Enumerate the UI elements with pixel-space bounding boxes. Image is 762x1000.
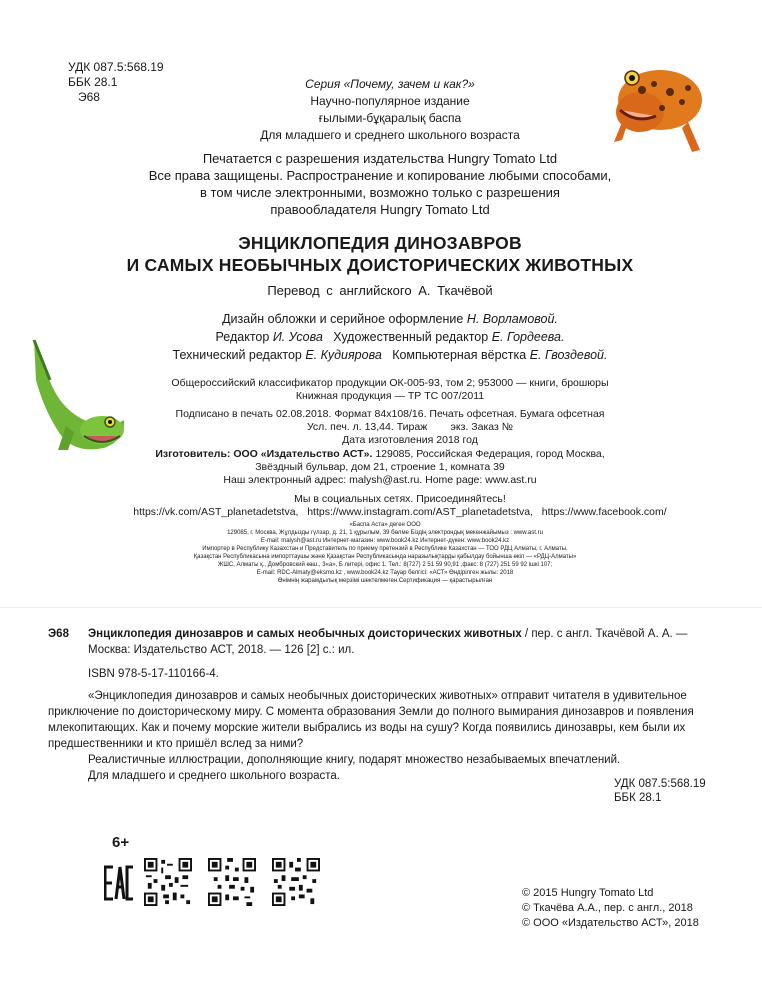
design-label: Дизайн обложки и серийное оформление: [222, 312, 464, 326]
bib-line-1: [48, 626, 728, 642]
kz-line: E-mail: malysh@ast.ru Интернет-магазин: www.book24.kz Интернет-дүкен: www.book24.kz: [260, 538, 510, 544]
manufacturer-address-1: 129085, Российская Федерация, город Москва,: [375, 448, 605, 460]
kz-line: 129085, г. Москва, Жұлдызды гүлзар, д. 21, 1 құрылым, 39 бөлме Біздің электрондық мекенжайымыз : www.ast.ru: [227, 530, 543, 536]
editor-name: И. Усова: [272, 330, 323, 344]
eac-mark-icon: [104, 863, 134, 903]
manufacturer-line-1: [150, 448, 610, 461]
audience: Для младшего и среднего школьного возраста: [260, 128, 520, 142]
tech-editor-label: Технический редактор: [172, 348, 302, 362]
bbk-code-bottom: ББК 28.1: [614, 792, 662, 804]
classification-bottom: [614, 777, 706, 805]
bib-line-2: Москва: Издательство АСТ, 2018. — 126 [2] с.: ил.: [88, 644, 355, 656]
edition-type-kz: ғылыми-бұқаралық баспа: [318, 111, 462, 125]
annotation-paragraph-1: «Энциклопедия динозавров и самых необычных доисторических животных» отправит читателя в удивительное приключение по доисторическому миру. С момента образования Земли до полного вымирания динозавров и появления млекопитающих. Как и почему морские жители выбрались из воды на сушу? Когда появились динозавры, кем были их предшественники и кто пришёл вслед за ними?: [48, 690, 694, 750]
printing-block: [140, 408, 640, 447]
title-line-1: ЭНЦИКЛОПЕДИЯ ДИНОЗАВРОВ: [238, 233, 522, 253]
editor-label: Редактор: [215, 330, 270, 344]
isbn: ISBN 978-5-17-110166-4.: [88, 668, 219, 680]
rights-line: правообладателя Hungry Tomato Ltd: [270, 202, 490, 217]
series-name: Серия «Почему, зачем и как?»: [305, 77, 475, 91]
social-heading: Мы в социальных сетях. Присоединяйтесь!: [294, 493, 506, 505]
copyright-block: [522, 886, 699, 931]
printing-line-3: Дата изготовления 2018 год: [342, 434, 478, 446]
art-editor-label: Художественный редактор: [333, 330, 489, 344]
qr-code-icon: [208, 858, 256, 906]
kz-info-block: [170, 521, 600, 585]
orange-reptile-illustration: [592, 50, 712, 162]
udk-code: УДК 087.5:568.19: [68, 60, 164, 74]
okp-block: [140, 377, 640, 403]
rights-block: [120, 150, 640, 218]
copyright-line: © ООО «Издательство АСТ», 2018: [522, 917, 699, 929]
printing-line-1: Подписано в печать 02.08.2018. Формат 84x108/16. Печать офсетная. Бумага офсетная: [175, 408, 605, 420]
bbk-code: ББК 28.1: [68, 75, 118, 89]
book-title: [60, 232, 700, 276]
kz-line: Өнімнің жарамдылық мерзімі шектелмеген.Сертификация — қарастырылған: [277, 578, 493, 584]
author-mark: Э68: [78, 90, 100, 104]
edition-type-ru: Научно-популярное издание: [310, 94, 470, 108]
copyright-line: © Ткачёва А.А., пер. с англ., 2018: [522, 902, 693, 914]
classification-top: [68, 60, 164, 105]
title-line-2: И САМЫХ НЕОБЫЧНЫХ ДОИСТОРИЧЕСКИХ ЖИВОТНЫХ: [126, 255, 634, 275]
udk-code-bottom: УДК 087.5:568.19: [614, 778, 706, 790]
kz-line: Импортер в Республику Казахстан и Представитель по приему претензий в Республике Казахстан — ТОО РДЦ Алматы, г. Алматы.: [202, 546, 568, 552]
manufacturer-label: Изготовитель: ООО «Издательство АСТ».: [155, 448, 373, 460]
translation-credit: Перевод с английского А. Ткачёвой: [267, 283, 493, 298]
tech-editor-name: Е. Кудиярова: [305, 348, 382, 362]
design-name: Н. Ворламовой.: [466, 312, 558, 326]
qr-code-icon: [272, 858, 320, 906]
green-reptile-illustration: [14, 330, 134, 460]
manufacturer-block: [150, 448, 610, 487]
layout-name: Е. Гвоздевой.: [529, 348, 608, 362]
credits-line-3: [120, 346, 660, 364]
series-block: [180, 76, 600, 144]
copyright-line: © 2015 Hungry Tomato Ltd: [522, 887, 654, 899]
bib-code: Э68: [48, 628, 69, 640]
manufacturer-address-2: Звёздный бульвар, дом 21, строение 1, комната 39: [255, 461, 505, 473]
age-rating: 6+: [112, 834, 130, 851]
manufacturer-email: Наш электронный адрес: malysh@ast.ru. Home page: www.ast.ru: [223, 474, 537, 486]
kz-line: ЖШС, Алматы қ., Домбровский көш., 3«а», Б литері, офис 1. Тел.: 8(727) 2 51 59 90,91 ,факс: 8 (727) 251 59 92 ішкі 107;: [217, 562, 553, 568]
annotation-paragraph-2: Реалистичные иллюстрации, дополняющие книгу, подарят множество незабываемых впечатлений.: [88, 754, 621, 766]
kz-line: Қазақстан Республикасына импорттаушы және Қазақстан Республикасында наразылықтарды қабылдау бойынша өкіл — «РДЦ-Алматы»: [193, 554, 577, 560]
bib-title: Энциклопедия динозавров и самых необычных доисторических животных: [88, 628, 522, 640]
social-block: [100, 493, 700, 519]
rights-line: Печатается с разрешения издательства Hungry Tomato Ltd: [202, 151, 558, 166]
bibliographic-record: [48, 626, 728, 658]
layout-label: Компьютерная вёрстка: [392, 348, 527, 362]
credits-line-2: [120, 328, 660, 346]
bib-translator: / пер. с англ. Ткачёвой А. А. —: [521, 628, 688, 640]
kz-line: E-mail: RDC-Almaty@eksmo.kz , www.book24.kz Тауар белгісі: «АСТ» Өндірілген жылы: 2018: [256, 570, 514, 576]
kz-line: «Баспа Аста» деген ООО: [349, 522, 421, 528]
rights-line: Все права защищены. Распространение и копирование любыми способами,: [148, 168, 612, 183]
page-divider: [0, 607, 762, 608]
qr-code-icon: [144, 858, 192, 906]
okp-line-1: Общероссийский классификатор продукции ОК-005-93, том 2; 953000 — книги, брошюры: [171, 377, 609, 389]
annotation: [48, 688, 728, 784]
okp-line-2: Книжная продукция — ТР ТС 007/2011: [295, 390, 485, 402]
credits-block: [120, 310, 660, 364]
credits-line-1: [120, 310, 660, 328]
annotation-paragraph-3: Для младшего и среднего школьного возраста.: [88, 770, 340, 782]
social-links: https://vk.com/AST_planetadetstva, https://www.instagram.com/AST_planetadetstva, https://www.facebook.com/: [133, 506, 667, 518]
rights-line: в том числе электронными, возможно только с разрешения: [200, 185, 560, 200]
art-editor-name: Е. Гордеева.: [491, 330, 565, 344]
printing-line-2: Усл. печ. л. 13,44. Тираж экз. Заказ №: [306, 421, 514, 433]
